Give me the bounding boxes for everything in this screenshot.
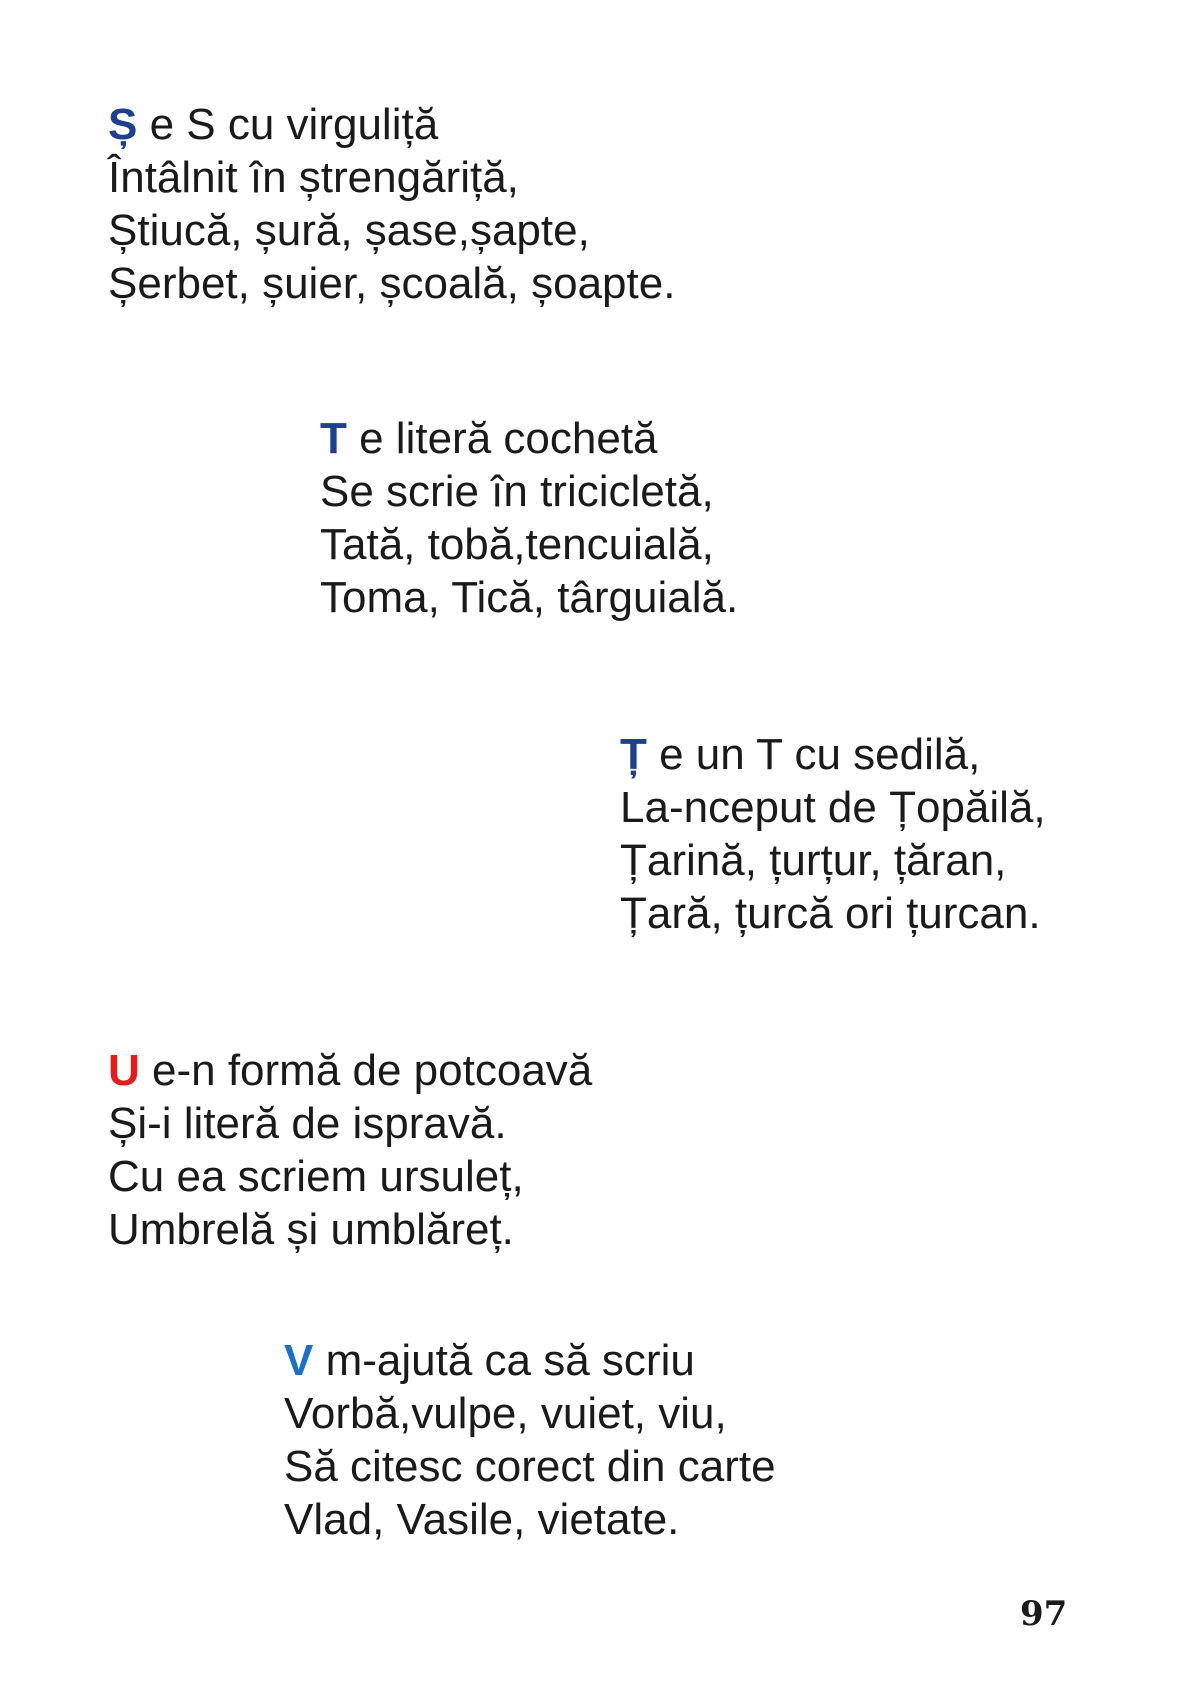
stanza-line: La-nceput de Țopăilă, (620, 783, 1046, 832)
stanza-initial-letter: Ț (620, 730, 647, 779)
stanza-first-line-text: e literă cochetă (346, 414, 658, 463)
stanza-first-line-text: e-n formă de potcoavă (139, 1046, 593, 1095)
stanza-line: Țarină, țurțur, țăran, (620, 836, 1007, 885)
stanza-t-cedilla (620, 728, 1046, 940)
stanza-line: Cu ea scriem ursuleț, (108, 1152, 524, 1201)
stanza-t (320, 412, 738, 624)
stanza-first-line (320, 412, 738, 465)
page-number: 97 (1020, 1594, 1068, 1634)
stanza-line: Șerbet, șuier, școală, șoapte. (108, 259, 676, 308)
stanza-line: Se scrie în tricicletă, (320, 467, 714, 516)
stanza-initial-letter: V (284, 1336, 314, 1385)
stanza-first-line-text: e S cu virguliță (137, 100, 439, 149)
stanza-initial-letter: Ș (108, 100, 138, 149)
stanza-initial-letter: T (320, 414, 347, 463)
stanza-line: Întâlnit în ștrengăriță, (108, 153, 519, 202)
stanza-line: Știucă, șură, șase,șapte, (108, 206, 590, 255)
stanza-line: Țară, țurcă ori țurcan. (620, 889, 1041, 938)
stanza-first-line-text: e un T cu sedilă, (646, 730, 981, 779)
stanza-line: Umbrelă și umblăreț. (108, 1205, 514, 1254)
stanza-line: Vorbă,vulpe, vuiet, viu, (284, 1389, 727, 1438)
stanza-u (108, 1044, 592, 1256)
stanza-first-line (108, 1044, 592, 1097)
stanza-initial-letter: U (108, 1046, 140, 1095)
stanza-line: Toma, Tică, târguială. (320, 573, 739, 622)
stanza-line: Și-i literă de ispravă. (108, 1099, 507, 1148)
stanza-line: Vlad, Vasile, vietate. (284, 1495, 680, 1544)
stanza-first-line (620, 728, 1046, 781)
stanza-s-comma (108, 98, 675, 310)
stanza-first-line (284, 1334, 776, 1387)
stanza-line: Tată, tobă,tencuială, (320, 520, 714, 569)
stanza-v (284, 1334, 776, 1546)
stanza-line: Să citesc corect din carte (284, 1442, 776, 1491)
stanza-first-line-text: m-ajută ca să scriu (313, 1336, 695, 1385)
stanza-first-line (108, 98, 675, 151)
